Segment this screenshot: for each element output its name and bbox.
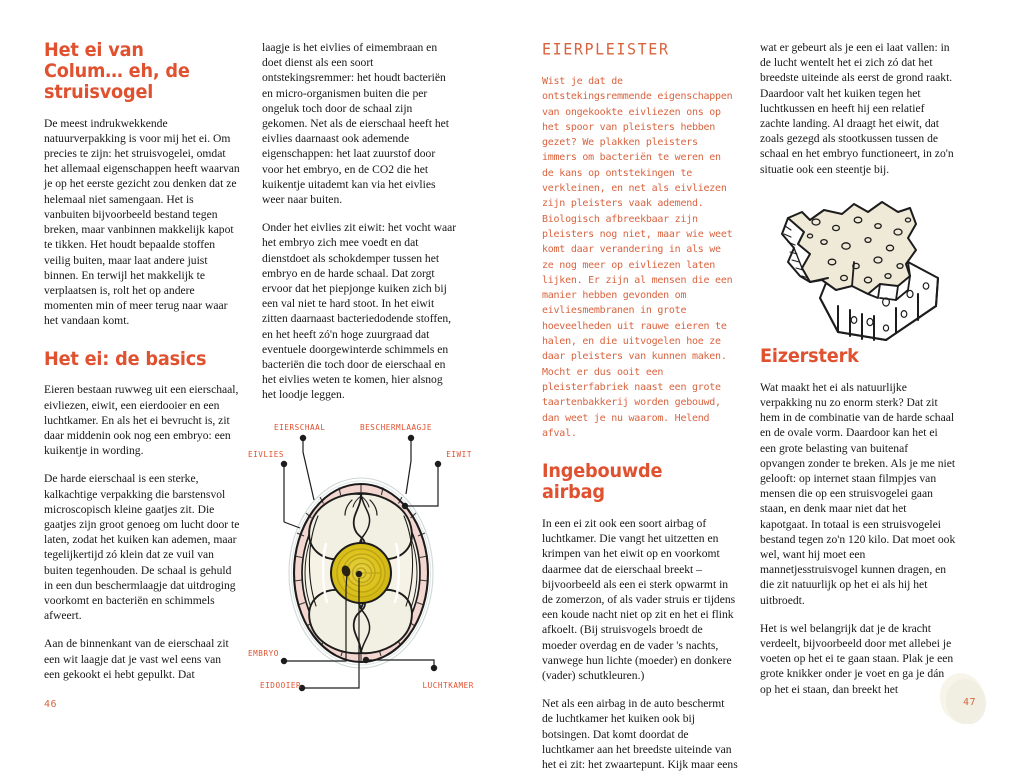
paragraph: Het is wel belangrijk dat je de kracht verdeelt, bijvoorbeeld door met allebei je voeten op het ei te gaan staan. Plak je een grote knikker onder je voet en ga je dán op het ei staan, dan breekt het (760, 621, 954, 696)
paragraph: wat er gebeurt als je een ei laat vallen: in de lucht wentelt het ei zich zó dat het breedste uiteinde als eerst de grond raakt. Daardoor valt het kuiken tegen het luchtkussen en heeft hij een relatief zachte landing. Al draagt het eiwit, dat zoals gezegd als stootkussen tussen de schaal en het embryo functioneert, in zo'n situatie ook een steentje bij. (760, 41, 954, 176)
paragraph: laagje is het eivlies of eimembraan en doet dienst als een soort ontstekingsremmer: het houdt bacteriën en micro-organismen buiten die per ongeluk toch door de schaal zijn gekomen. Net als de eierschaal heeft het eivlies daarnaast ook ademende eigenschappen: het laat zuurstof door voor het embryo, en de CO2 die het kuikentje uitademt kan via het eivlies weer naar buiten. (262, 41, 450, 207)
diagram-label-beschermlaagje: BESCHERMLAAGJE (360, 421, 433, 432)
eggshell-fragment-svg (758, 190, 958, 342)
egg-diagram-svg (248, 416, 474, 704)
page-number-right: 47 (962, 697, 976, 708)
eggshell-fragment-illustration (758, 190, 958, 342)
paragraph: De harde eierschaal is een sterke, kalkachtige verpakking die barstensvol microscopisch kleine gaatjes zit. Die gaatjes zijn groot genoeg om lucht door te laten, zodat het kuiken kan ademen, maar tegelijkertijd zó klein dat ze vuil van buiten tegenhouden. De schaal is gehuld in een dun beschermlaagje dat uitdroging voorkomt en bacteriën en schimmels afweert. (44, 472, 240, 623)
diagram-label-eierschaal: EIERSCHAAL (274, 421, 326, 432)
sidebar-paragraph: Wist je dat de ontstekingsremmende eigenschappen van ongekookte eivliezen ons op het spoor van pleisters hebben gezet? We plakken pleisters immers om bacteriën te weren en de kans op ontstekingen te verkleinen, en net als eivliezen zijn pleisters vaak ademend. Biologisch afbreekbaar zijn pleisters nog niet, maar wie weet komt daar verandering in als we ze nog meer op eivliezen laten lijken. Er zijn al mensen die een manier hebben gevonden om eivliesmembranen in grote hoeveelheden uit rauwe eieren te halen, en die uitvogelen hoe ze daar pleisters van kunnen maken. Mocht er dus ooit een pleisterfabriek naast een grote taartenbakkerij worden gebouwd, dan weet je nu waarom. Helend afval. (542, 76, 733, 439)
column-1 (44, 40, 240, 704)
heading-ingebouwde-airbag: Ingebouwde airbag (542, 460, 663, 504)
paragraph: In een ei zit ook een soort airbag of luchtkamer. Die vangt het uitzetten en krimpen van het eiwit op en voorkomt daarmee dat de eierschaal breekt – bijvoorbeeld als een ei sterk opwarmt in de zomerzon, of als vader struis er tijdens een koude nacht niet op zit en het ei flink afkoelt. (Bij struisvogels broedt de moeder overdag en de vader 's nachts, vanwege hun lichte (moeder) en donkere (vader) schutkleuren.) (542, 516, 736, 682)
paragraph: Onder het eivlies zit eiwit: het vocht waar het embryo zich mee voedt en dat dienstdoet als schokdemper tussen het embryo en de harde schaal. Dat zorgt ervoor dat het piepjonge kuiken zich bij een val niet te hard stoot. In het eiwit zitten daarnaast bacteriedodende stoffen, en het heeft zó'n hoge zuurgraad dat eventuele doorgewinterde schimmels en bacteriën die toch door de eierschaal en het eivlies weten te komen, hier alsnog het loodje leggen. (262, 221, 457, 402)
column-4 (760, 40, 956, 772)
paragraph: Eieren bestaan ruwweg uit een eierschaal, eivliezen, eiwit, een eierdooier en een luchtkamer. En als het ei bevrucht is, zit daar middenin ook nog een embryo: een kuikentje in wording. (44, 383, 239, 458)
right-page-columns (512, 0, 1024, 772)
sidebar-title: EIERPLEISTER (542, 40, 670, 59)
diagram-label-luchtkamer: LUCHTKAMER (422, 679, 474, 690)
diagram-label-embryo: EMBRYO (248, 647, 279, 658)
heading-het-ei-de-basics: Het ei: de basics (44, 347, 207, 370)
left-page-columns (0, 0, 512, 704)
paragraph: Wat maakt het ei als natuurlijke verpakking nu zo enorm sterk? Dat zit hem in de combinatie van de harde schaal en de ovale vorm. Daardoor kan het ei een grote belasting van buitenaf opvangen zonder te breken. Als je me niet gelooft: op internet staan filmpjes van mensen die op een struisvogelei gaan staan, en denk maar niet dat het kapotgaat. In totaal is een struisvogelei bestand tegen zo'n 120 kilo. Dat moet ook wel, want hij moet een mannetjesstruisvogel kunnen dragen, en die zit natuurlijk op het ei als hij het uitbroedt. (760, 380, 956, 607)
diagram-label-eivlies: EIVLIES (248, 448, 285, 459)
egg-cross-section-diagram (248, 416, 474, 704)
column-2 (248, 40, 474, 704)
heading-het-ei-van-colum: Het ei van Colum… eh, de struisvogel (44, 39, 190, 103)
diagram-label-eidooier: EIDOOIER (260, 679, 302, 690)
paragraph: Aan de binnenkant van de eierschaal zit een wit laagje dat je vast wel eens van een gekookt ei hebt gepulkt. Dat (44, 637, 229, 681)
diagram-label-eiwit: EIWIT (446, 448, 472, 459)
page-right (512, 0, 1024, 771)
column-3 (542, 40, 738, 772)
page-number-left: 46 (44, 699, 58, 710)
sidebar-eierpleister (542, 40, 738, 441)
paragraph: Net als een airbag in de auto beschermt de luchtkamer het kuiken ook bij botsingen. Dat komt doordat de luchtkamer aan het breedste uiteinde van het ei zit: het zwaartepunt. Kijk maar eens (542, 697, 738, 771)
paragraph: De meest indrukwekkende natuurverpakking is voor mij het ei. Om precies te zijn: het struisvogelei, omdat het allemaal eigenschappen heeft waarvan je op het eerste gezicht zou denken dat ze helemaal niet samengaan. Het is vanbuiten bijvoorbeeld bestand tegen breken, maar vanbinnen makkelijk kapot te tikken. Het houdt bepaalde stoffen veilig buiten, maar laat andere juist binnen. En terwijl het makkelijk te verplaatsen is, rolt het op andere momenten min of meer terug naar waar het vandaan komt. (44, 116, 240, 328)
page-left (0, 0, 512, 732)
heading-eizersterk: Eizersterk (760, 344, 859, 367)
